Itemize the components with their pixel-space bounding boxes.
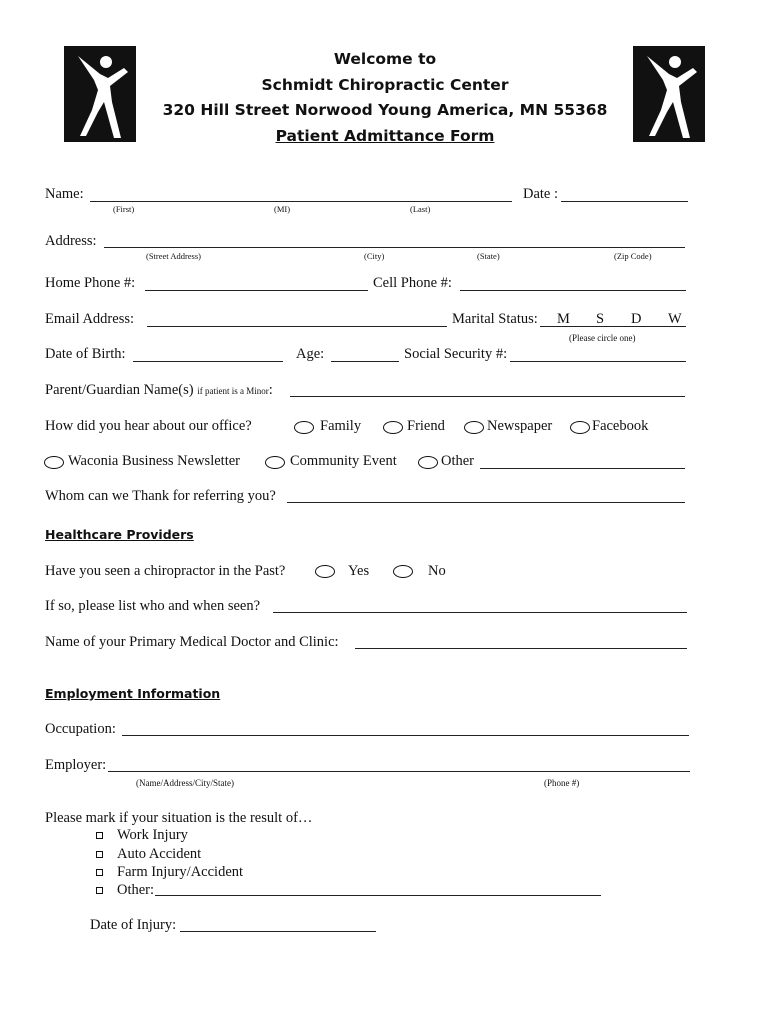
hear-newspaper-radio[interactable] — [464, 421, 484, 434]
age-field[interactable] — [331, 361, 399, 362]
employer-phone-note: (Phone #) — [544, 778, 580, 788]
situation-prompt: Please mark if your situation is the result of… — [45, 810, 313, 826]
employer-label: Employer: — [45, 757, 107, 773]
auto-accident-label: Auto Accident — [117, 846, 202, 862]
hear-newsletter-radio[interactable] — [44, 456, 64, 469]
referral-field[interactable] — [287, 502, 685, 503]
auto-accident-checkbox[interactable] — [96, 851, 103, 858]
addr-zip-hint: (Zip Code) — [614, 251, 652, 261]
addr-city-hint: (City) — [364, 251, 385, 261]
ssn-field[interactable] — [510, 361, 686, 362]
name-first-hint: (First) — [113, 204, 135, 214]
seen-chiro-yes-radio[interactable] — [315, 565, 335, 578]
employment-heading: Employment Information — [45, 686, 221, 701]
guardian-note: if patient is a Minor — [197, 386, 269, 396]
guardian-label — [45, 382, 273, 399]
guardian-label-text: Parent/Guardian Name(s) — [45, 382, 194, 398]
home-phone-label: Home Phone #: — [45, 275, 136, 291]
guardian-colon: : — [268, 382, 273, 398]
primary-doctor-label: Name of your Primary Medical Doctor and Clinic: — [45, 634, 339, 650]
addr-street-hint: (Street Address) — [146, 251, 202, 261]
other-situation-checkbox[interactable] — [96, 887, 103, 894]
dob-field[interactable] — [133, 361, 283, 362]
marital-option-s[interactable]: S — [596, 311, 605, 327]
home-phone-field[interactable] — [145, 290, 368, 291]
seen-chiro-label: Have you seen a chiropractor in the Past? — [45, 563, 286, 579]
hear-community-label: Community Event — [290, 453, 397, 469]
guardian-field[interactable] — [290, 396, 685, 397]
hear-community-radio[interactable] — [265, 456, 285, 469]
primary-doctor-field[interactable] — [355, 648, 687, 649]
cell-phone-field[interactable] — [460, 290, 686, 291]
healthcare-heading: Healthcare Providers — [45, 527, 194, 542]
other-situation-field[interactable] — [155, 895, 601, 896]
seen-chiro-no-radio[interactable] — [393, 565, 413, 578]
addr-state-hint: (State) — [477, 251, 500, 261]
occupation-field[interactable] — [122, 735, 689, 736]
date-of-injury-field[interactable] — [180, 931, 376, 932]
address-field[interactable] — [104, 247, 685, 248]
date-of-injury-label: Date of Injury: — [90, 917, 177, 933]
clinic-address: 320 Hill Street Norwood Young America, MN 55368 — [162, 101, 608, 119]
name-last-hint: (Last) — [410, 204, 431, 214]
hear-friend-radio[interactable] — [383, 421, 403, 434]
email-field[interactable] — [147, 326, 447, 327]
marital-note: (Please circle one) — [569, 333, 636, 343]
date-field[interactable] — [561, 201, 688, 202]
farm-injury-checkbox[interactable] — [96, 869, 103, 876]
occupation-label: Occupation: — [45, 721, 116, 737]
ssn-label: Social Security #: — [404, 346, 508, 362]
list-who-label: If so, please list who and when seen? — [45, 598, 261, 614]
hear-newsletter-label: Waconia Business Newsletter — [68, 453, 240, 469]
hear-other-label: Other — [441, 453, 475, 469]
name-label: Name: — [45, 186, 84, 202]
email-label: Email Address: — [45, 311, 135, 327]
hear-friend-label: Friend — [407, 418, 445, 434]
hear-newspaper-label: Newspaper — [487, 418, 553, 434]
marital-option-m[interactable]: M — [557, 311, 570, 327]
name-mi-hint: (MI) — [274, 204, 291, 214]
hear-other-field[interactable] — [480, 468, 685, 469]
hear-facebook-radio[interactable] — [570, 421, 590, 434]
referral-label: Whom can we Thank for referring you? — [45, 488, 276, 504]
welcome-text: Welcome to — [333, 50, 437, 68]
date-label: Date : — [523, 186, 559, 202]
hear-other-radio[interactable] — [418, 456, 438, 469]
work-injury-label: Work Injury — [117, 827, 188, 843]
farm-injury-label: Farm Injury/Accident — [117, 864, 244, 880]
hear-facebook-label: Facebook — [592, 418, 649, 434]
seen-chiro-no-label: No — [428, 563, 446, 579]
other-situation-label: Other: — [117, 882, 155, 898]
seen-chiro-yes-label: Yes — [348, 563, 370, 579]
cell-phone-label: Cell Phone #: — [373, 275, 452, 291]
marital-option-w[interactable]: W — [668, 311, 682, 327]
dob-label: Date of Birth: — [45, 346, 126, 362]
marital-status-label: Marital Status: — [452, 311, 538, 327]
hear-family-radio[interactable] — [294, 421, 314, 434]
hear-about-label: How did you hear about our office? — [45, 418, 252, 434]
clinic-name: Schmidt Chiropractic Center — [261, 76, 509, 94]
name-field[interactable] — [90, 201, 512, 202]
employer-field[interactable] — [108, 771, 690, 772]
work-injury-checkbox[interactable] — [96, 832, 103, 839]
employer-note: (Name/Address/City/State) — [136, 778, 234, 788]
marital-option-d[interactable]: D — [631, 311, 642, 327]
age-label: Age: — [296, 346, 325, 362]
list-who-field[interactable] — [273, 612, 687, 613]
address-label: Address: — [45, 233, 97, 249]
hear-family-label: Family — [320, 418, 362, 434]
form-title: Patient Admittance Form — [275, 127, 495, 145]
